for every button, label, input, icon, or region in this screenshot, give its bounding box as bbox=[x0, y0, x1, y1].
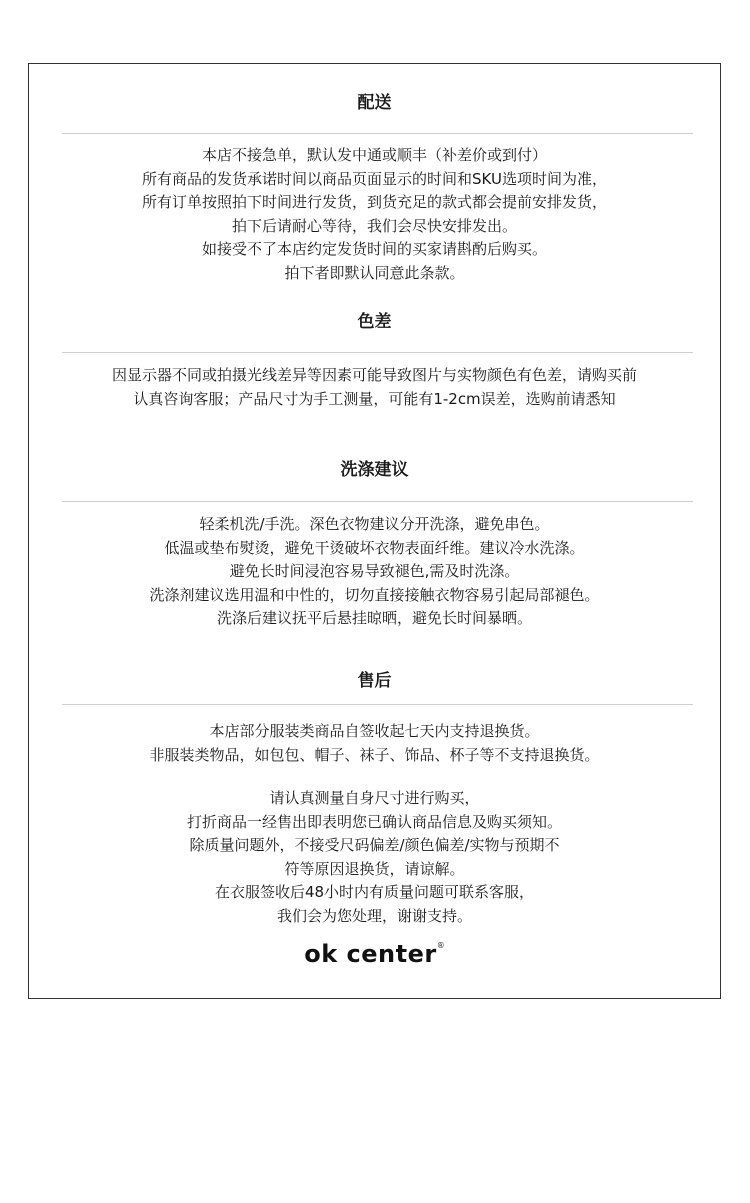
shipping-line: 拍下者即默认同意此条款。 bbox=[284, 263, 465, 282]
color-line: 认真咨询客服；产品尺寸为手工测量，可能有1-2cm误差，选购前请悉知 bbox=[133, 389, 616, 408]
aftersales-title: 售后 bbox=[357, 671, 392, 691]
divider bbox=[62, 133, 693, 134]
color-body bbox=[29, 364, 720, 411]
aftersales-line: 在衣服签收后48小时内有质量问题可联系客服， bbox=[214, 883, 535, 901]
shipping-title: 配送 bbox=[357, 93, 392, 113]
aftersales-line: 请认真测量自身尺寸进行购买， bbox=[269, 789, 480, 807]
aftersales-line: 打折商品一经售出即表明您已确认商品信息及购买须知。 bbox=[186, 812, 562, 831]
shipping-line: 所有订单按照拍下时间进行发货，到货充足的款式都会提前安排发货， bbox=[141, 193, 607, 211]
aftersales-line: 符等原因退换货，请谅解。 bbox=[284, 859, 465, 878]
aftersales-line: 本店部分服装类商品自签收起七天内支持退换货。 bbox=[209, 722, 540, 740]
brand-logo bbox=[29, 940, 720, 968]
washing-line: 洗涤剂建议选用温和中性的，切勿直接接触衣物容易引起局部褪色。 bbox=[149, 585, 600, 604]
shipping-line: 如接受不了本店约定发货时间的买家请斟酌后购买。 bbox=[201, 240, 547, 258]
divider bbox=[62, 501, 693, 502]
shipping-line: 所有商品的发货承诺时间以商品页面显示的时间和SKU选项时间为准， bbox=[142, 169, 607, 188]
washing-line: 洗涤后建议抚平后悬挂晾晒，避免长时间暴晒。 bbox=[216, 609, 532, 627]
policy-card bbox=[28, 63, 721, 999]
registered-mark: ® bbox=[436, 941, 445, 950]
color-title: 色差 bbox=[357, 312, 392, 332]
aftersales-body-a bbox=[29, 720, 720, 767]
shipping-line: 拍下后请耐心等待，我们会尽快安排发出。 bbox=[231, 216, 517, 235]
aftersales-body-b bbox=[29, 787, 720, 928]
color-line: 因显示器不同或拍摄光线差异等因素可能导致图片与实物颜色有色差，请购买前 bbox=[111, 366, 637, 384]
washing-line: 低温或垫布熨烫，避免干烫破坏衣物表面纤维。建议冷水洗涤。 bbox=[164, 538, 585, 557]
washing-line: 轻柔机洗/手洗。深色衣物建议分开洗涤，避免串色。 bbox=[199, 515, 550, 533]
washing-body bbox=[29, 513, 720, 631]
divider bbox=[62, 352, 693, 353]
divider bbox=[62, 704, 693, 705]
aftersales-line: 非服装类物品，如包包、帽子、袜子、饰品、杯子等不支持退换货。 bbox=[149, 745, 600, 764]
shipping-body bbox=[29, 144, 720, 285]
aftersales-line: 除质量问题外，不接受尺码偏差/颜色偏差/实物与预期不 bbox=[189, 836, 560, 854]
shipping-line: 本店不接急单，默认发中通或顺丰（补差价或到付） bbox=[201, 146, 547, 164]
washing-title: 洗涤建议 bbox=[340, 460, 409, 480]
washing-line: 避免长时间浸泡容易导致褪色,需及时洗涤。 bbox=[229, 562, 520, 580]
aftersales-line: 我们会为您处理，谢谢支持。 bbox=[276, 906, 472, 925]
logo-text: ok center bbox=[304, 940, 437, 968]
